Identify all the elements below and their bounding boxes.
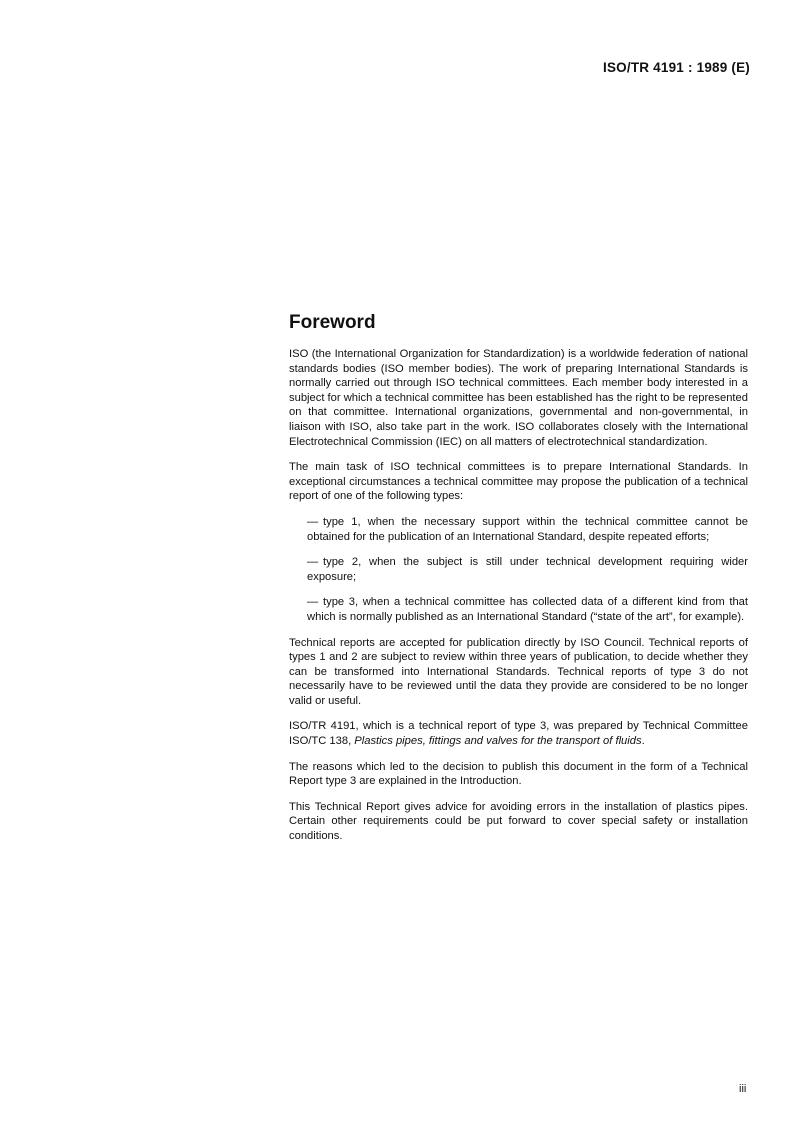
committee-title: Plastics pipes, fittings and valves for the transport of fluids [354,735,642,748]
foreword-section [289,312,748,855]
dash-marker: — [307,515,319,528]
list-item-text: type 2, when the subject is still under technical development requiring wider exposure; [307,556,748,583]
paragraph-acceptance: Technical reports are accepted for publication directly by ISO Council. Technical reports of types 1 and 2 are subject to review within three years of publication, to decide whether they can be transformed into International Standards. Technical reports of type 3 do not necessarily have to be reviewed until the data they provide are considered to be no longer valid or useful. [289,636,748,707]
document-id-header: ISO/TR 4191 : 1989 (E) [603,60,750,75]
list-item-text: type 3, when a technical committee has collected data of a different kind from that which is normally published as an International Standard (“state of the art”, for example). [307,596,748,623]
list-item-type-3 [289,595,748,624]
preparation-text: ISO/TR 4191, which is a technical report of type 3, was prepared by Technical Committee ISO/TC 138, [289,720,748,748]
paragraph-iso-intro: ISO (the International Organization for Standardization) is a worldwide federation of national standards bodies (ISO member bodies). The work of preparing International Standards is normally carried out through ISO technical committees. Each member body interested in a subject for which a technical committee has been established has the right to be represented on that committee. International organizations, governmental and non-governmental, in liaison with ISO, also take part in the work. ISO collaborates closely with the International Electrotechnical Commission (IEC) on all matters of electrotechnical standardization. [289,348,748,448]
paragraph-main-task: The main task of ISO technical committees is to prepare International Standards. In exceptional circumstances a technical committee may propose the publication of a technical report of one of the following types: [289,461,748,503]
dash-marker: — [307,596,319,609]
page-number: iii [739,1083,747,1095]
list-item-text: type 1, when the necessary support within the technical committee cannot be obtained for the publication of an International Standard, despite repeated efforts; [307,515,748,543]
paragraph-advice: This Technical Report gives advice for avoiding errors in the installation of plastics pipes. Certain other requirements could be put forward to cover special safety or installation conditions. [289,800,748,843]
period: . [641,735,645,748]
list-item-type-2 [289,555,748,584]
section-title: Foreword [289,312,376,333]
list-item-type-1 [289,515,748,544]
dash-marker: — [307,556,319,569]
paragraph-preparation [289,719,748,748]
paragraph-reasons: The reasons which led to the decision to publish this document in the form of a Technical Report type 3 are explained in the Introduction. [289,760,748,788]
